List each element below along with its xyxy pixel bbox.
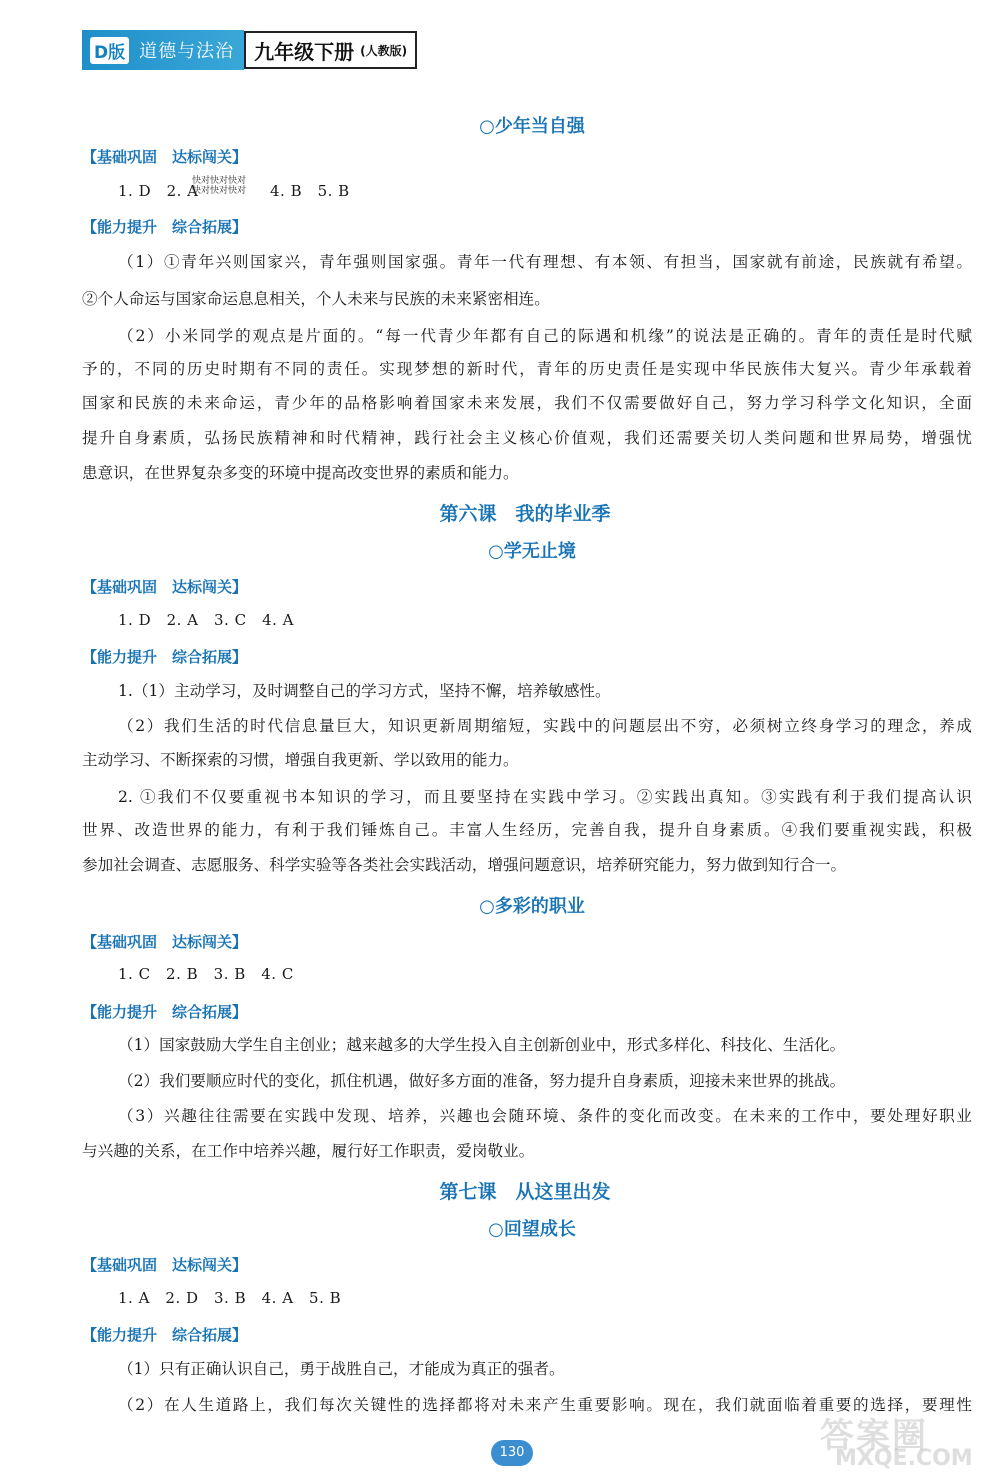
tag-ability: 【能力提升 综合拓展】 — [82, 1003, 248, 1021]
tag-basic: 【基础巩固 达标闯关】 — [82, 578, 248, 596]
paragraph-line: 世界、改造世界的能力，有利于我们锤炼自己。丰富人生经历，完善自我，提升自身素质。④我们要重视实践，积极 — [82, 821, 972, 839]
watermark-url: MXQE.COM — [835, 1446, 973, 1471]
page-number: 130 — [491, 1440, 533, 1466]
paragraph-line: 予的，不同的历史时期有不同的责任。实现梦想的新时代，青年的历史责任是实现中华民族伟大复兴。青少年承载着 — [82, 360, 972, 378]
handwritten-scribble — [192, 176, 246, 196]
answers-basic: 1. A 2. D 3. B 4. A 5. B — [118, 1289, 342, 1307]
section-title: ○回望成长 — [488, 1219, 576, 1240]
answers-basic: 1. D 2. A — [118, 182, 199, 200]
paragraph-line: 患意识，在世界复杂多变的环境中提高改变世界的素质和能力。 — [82, 464, 519, 482]
paragraph-line: ②个人命运与国家命运息息相关，个人未来与民族的未来紧密相连。 — [82, 290, 550, 308]
scribble-line: 快对快对快对 — [192, 176, 247, 186]
answers-basic: 1. C 2. B 3. B 4. C — [118, 965, 294, 983]
tag-ability: 【能力提升 综合拓展】 — [82, 648, 248, 666]
tag-basic: 【基础巩固 达标闯关】 — [82, 148, 248, 166]
answers-basic-cont: 4. B 5. B — [270, 182, 350, 200]
section-title: ○少年当自强 — [479, 116, 585, 137]
section-title: ○学无止境 — [488, 541, 576, 562]
grade-box — [244, 31, 417, 69]
paragraph-line: 提升自身素质，弘扬民族精神和时代精神，践行社会主义核心价值观，我们还需要关切人类问题和世界局势，增强忧 — [82, 429, 972, 447]
subject-label: 道德与法治 — [139, 41, 235, 62]
paragraph-line: （2）我们生活的时代信息量巨大，知识更新周期缩短，实践中的问题层出不穷，必须树立终身学习的理念，养成 — [118, 717, 972, 735]
paragraph-line: （1）①青年兴则国家兴，青年强则国家强。青年一代有理想、有本领、有担当，国家就有前途，民族就有希望。 — [118, 253, 972, 271]
paragraph-line: （1）国家鼓励大学生自主创业；越来越多的大学生投入自主创新创业中，形式多样化、科技化、生活化。 — [118, 1036, 846, 1054]
tag-basic: 【基础巩固 达标闯关】 — [82, 1256, 248, 1274]
paragraph-line: 主动学习、不断探索的习惯，增强自我更新、学以致用的能力。 — [82, 751, 519, 769]
paragraph-line: （2）我们要顺应时代的变化，抓住机遇，做好多方面的准备，努力提升自身素质，迎接未来世界的挑战。 — [118, 1072, 846, 1090]
tag-ability: 【能力提升 综合拓展】 — [82, 218, 248, 236]
edition-badge: D版 — [90, 37, 129, 64]
paragraph-line: 参加社会调查、志愿服务、科学实验等各类社会实践活动，增强问题意识，培养研究能力，努力做到知行合一。 — [82, 856, 847, 874]
tag-basic: 【基础巩固 达标闯关】 — [82, 933, 248, 951]
paragraph-line: 1.（1）主动学习，及时调整自己的学习方式，坚持不懈，培养敏感性。 — [118, 682, 611, 700]
header-blue-band — [82, 30, 244, 70]
watermark-logo: 答案圈 — [820, 1416, 928, 1456]
paragraph-line: 国家和民族的未来命运，青少年的品格影响着国家未来发展，我们不仅需要做好自己，努力学习科学文化知识，全面 — [82, 394, 972, 412]
scribble-line: 快对快对快对 — [192, 186, 247, 196]
paragraph-line: 与兴趣的关系，在工作中培养兴趣，履行好工作职责，爱岗敬业。 — [82, 1142, 535, 1160]
paragraph-line: （2）在人生道路上，我们每次关键性的选择都将对未来产生重要影响。现在，我们就面临着重要的选择，要理性 — [118, 1396, 972, 1414]
answers-basic: 1. D 2. A 3. C 4. A — [118, 611, 294, 629]
tag-ability: 【能力提升 综合拓展】 — [82, 1326, 248, 1344]
grade-title: 九年级下册 — [254, 39, 355, 64]
paragraph-line: 2. ①我们不仅要重视书本知识的学习，而且要坚持在实践中学习。②实践出真知。③实践有利于我们提高认识 — [118, 788, 972, 806]
section-title: ○多彩的职业 — [479, 896, 585, 917]
paragraph-line: （3）兴趣往往需要在实践中发现、培养，兴趣也会随环境、条件的变化而改变。在未来的工作中，要处理好职业 — [118, 1107, 972, 1125]
paragraph-line: （1）只有正确认识自己，勇于战胜自己，才能成为真正的强者。 — [118, 1360, 565, 1378]
page-header — [82, 30, 417, 70]
paragraph-line: （2）小米同学的观点是片面的。“每一代青少年都有自己的际遇和机缘”的说法是正确的。青年的责任是时代赋 — [118, 327, 972, 345]
grade-edition: (人教版) — [360, 43, 408, 58]
lesson-title: 第六课 我的毕业季 — [439, 503, 611, 525]
lesson-title: 第七课 从这里出发 — [439, 1181, 611, 1203]
